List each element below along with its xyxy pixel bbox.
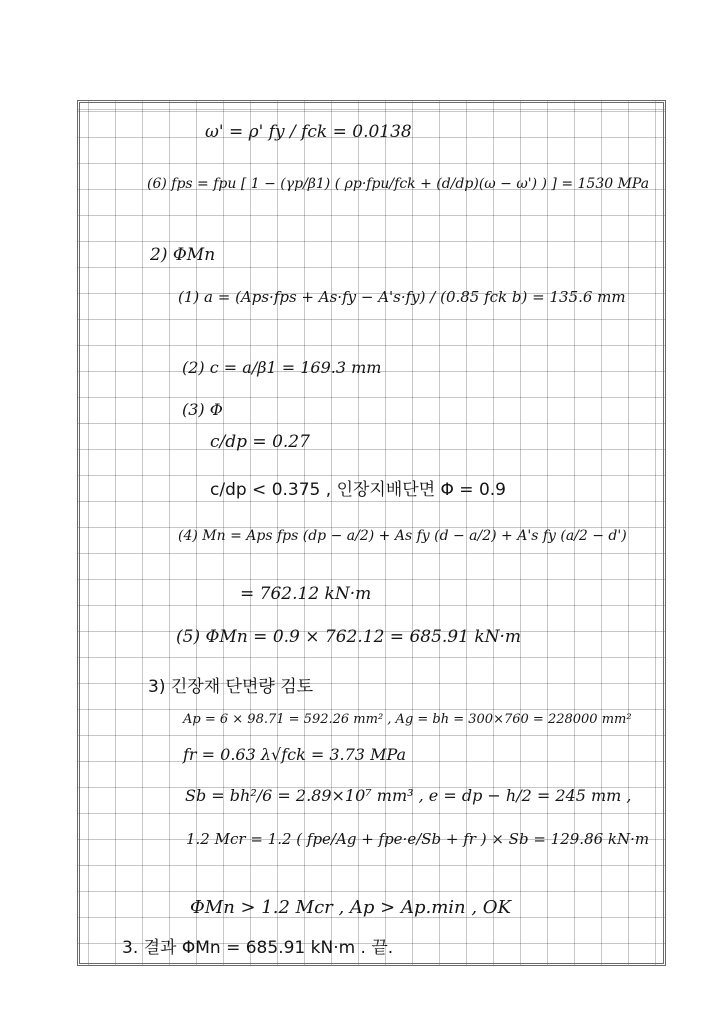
mn-equation: (4) Mn = Aps fps (dp − a/2) + As fy (d − a/2) + A's fy (a/2 − d') [178, 528, 627, 544]
phi-subheading: (3) Φ [182, 400, 223, 419]
sb-e-line: Sb = bh²/6 = 2.89×10⁷ mm³ , e = dp − h/2 = 245 mm , [185, 786, 632, 805]
capacity-check-line: ΦMn > 1.2 Mcr , Ap > Ap.min , OK [190, 897, 512, 918]
result-line: 3. 결과 ΦMn = 685.91 kN·m . 끝. [122, 938, 394, 958]
phi-mn-line: (5) ΦMn = 0.9 × 762.12 = 685.91 kN·m [176, 627, 522, 647]
neutral-axis-c-equation: (2) c = a/β1 = 169.3 mm [182, 358, 382, 377]
fps-equation: (6) fps = fpu [ 1 − (γp/β1) ( ρp·fpu/fck + (d/dp)(ω − ω') ) ] = 1530 MPa [147, 176, 650, 192]
section-3-heading: 3) 긴장재 단면량 검토 [148, 677, 314, 697]
ap-ag-line: Ap = 6 × 98.71 = 592.26 mm² , Ag = bh = 300×760 = 228000 mm² [183, 712, 632, 727]
c-over-dp-value: c/dp = 0.27 [210, 432, 310, 452]
section-2-heading: 2) ΦMn [150, 245, 216, 265]
c-over-dp-comparison: c/dp < 0.375 , 인장지배단면 Φ = 0.9 [210, 480, 506, 500]
mn-value: = 762.12 kN·m [240, 584, 372, 604]
depth-a-equation: (1) a = (Aps·fps + As·fy − A's·fy) / (0.85 fck b) = 135.6 mm [178, 288, 626, 306]
omega-prime-line: ω' = ρ' fy / fck = 0.0138 [205, 122, 412, 142]
fr-line: fr = 0.63 λ√fck = 3.73 MPa [183, 745, 407, 764]
mcr-line: 1.2 Mcr = 1.2 ( fpe/Ag + fpe·e/Sb + fr ) × Sb = 129.86 kN·m [186, 830, 650, 848]
